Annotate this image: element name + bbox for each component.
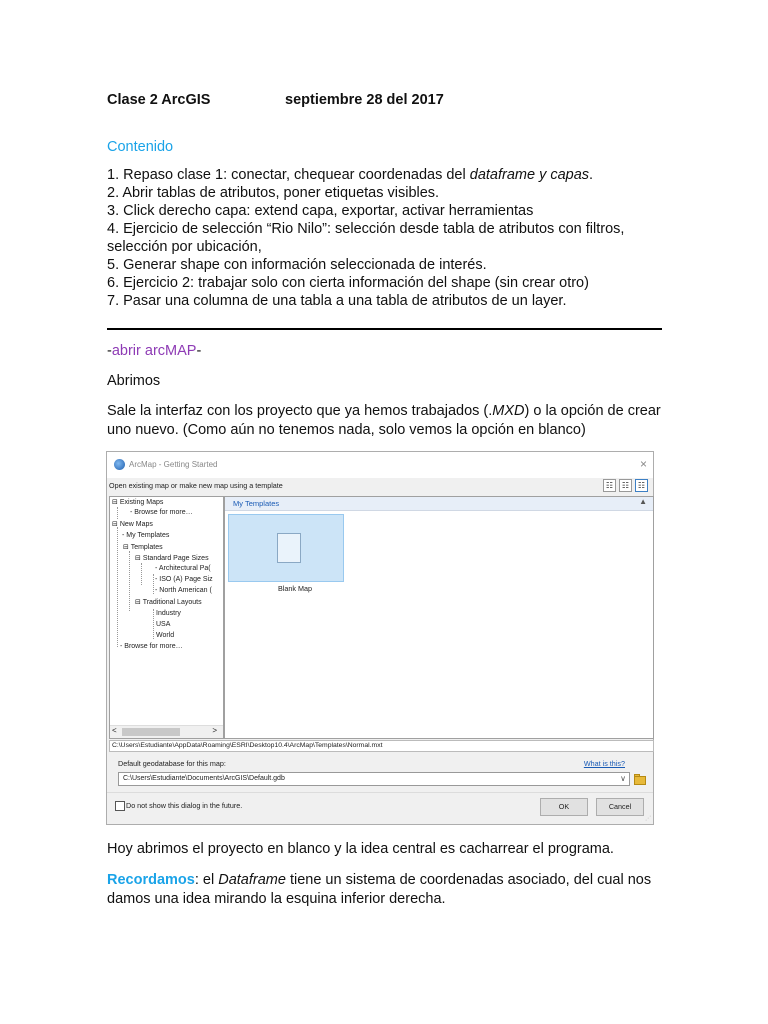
tree-item-world[interactable]: [156, 632, 174, 639]
paragraph-text: tiene un sistema de coordenadas asociado, del cual nos damos una idea mirando la esquina inferior derecha.: [107, 872, 652, 907]
tree-label: North American (: [159, 587, 212, 594]
template-path: C:\Users\Estudiante\AppData\Roaming\ESRI\Desktop10.4\ArcMap\Templates\Normal.mxt: [109, 740, 654, 752]
paragraph-emphasis: MXD: [492, 403, 525, 419]
dialog-title: ArcMap - Getting Started: [129, 460, 218, 469]
list-item: 6. Ejercicio 2: trabajar solo con cierta información del shape (sin crear otro): [107, 275, 589, 291]
tree-label: New Maps: [119, 521, 153, 528]
tree-label: Templates: [130, 544, 163, 551]
list-item: 3. Click derecho capa: extend capa, exportar, activar herramientas: [107, 203, 534, 219]
tree-label: Standard Page Sizes: [142, 555, 209, 562]
scrollbar-thumb[interactable]: [122, 728, 180, 736]
tree-item-templates[interactable]: ⊟ Templates: [123, 544, 163, 551]
list-item: [107, 166, 667, 184]
paragraph-hoy: Hoy abrimos el proyecto en blanco y la idea central es cacharrear el programa.: [107, 841, 614, 857]
list-item: selección por ubicación,: [107, 239, 262, 255]
list-item: 5. Generar shape con información seleccionada de interés.: [107, 257, 487, 273]
contenido-list: [107, 166, 667, 310]
dialog-separator: [107, 792, 653, 793]
tree-item-architectural[interactable]: - Architectural Pa(: [155, 565, 211, 572]
resize-grip-icon[interactable]: ⋰: [645, 816, 651, 822]
tree-item-usa[interactable]: [156, 621, 170, 628]
content-header-label: My Templates: [233, 499, 280, 508]
open-folder-icon[interactable]: [633, 772, 647, 786]
ok-button[interactable]: OK: [540, 798, 588, 816]
list-item-emphasis: dataframe y capas: [469, 167, 590, 183]
horizontal-rule: [107, 328, 662, 330]
content-header[interactable]: [225, 497, 653, 511]
close-icon[interactable]: ×: [639, 457, 647, 471]
section-link[interactable]: abrir arcMAP: [111, 343, 197, 359]
document-icon: [277, 533, 301, 563]
title-date: septiembre 28 del 2017: [285, 92, 444, 108]
document-title: [107, 92, 444, 108]
tree-item-browse-more[interactable]: - Browse for more…: [120, 643, 183, 650]
tree-item-my-templates[interactable]: - My Templates: [122, 532, 170, 539]
section-prefix: -: [107, 343, 112, 359]
blank-map-label: Blank Map: [278, 584, 312, 593]
template-tree: [109, 496, 224, 739]
tree-label: USA: [156, 621, 171, 628]
tree-horizontal-scrollbar[interactable]: [110, 725, 223, 738]
scroll-right-icon[interactable]: >: [212, 726, 217, 735]
what-is-this-link[interactable]: What is this?: [583, 759, 625, 768]
tree-item-north-american[interactable]: - North American (: [155, 587, 212, 594]
list-item: 2. Abrir tablas de atributos, poner etiquetas visibles.: [107, 185, 440, 201]
do-not-show-label: Do not show this dialog in the future.: [126, 801, 243, 810]
scroll-left-icon[interactable]: <: [112, 726, 117, 735]
blank-map-tile[interactable]: [228, 514, 344, 582]
paragraph-emphasis: Dataframe: [218, 872, 286, 888]
list-item: 4. Ejercicio de selección “Rio Nilo”: selección desde tabla de atributos con filtros,: [107, 221, 625, 237]
contenido-heading: Contenido: [107, 139, 174, 155]
paragraph-recordamos: [107, 871, 667, 909]
tree-item-existing-maps[interactable]: ⊟ Existing Maps: [112, 499, 164, 506]
arcmap-getting-started-dialog: [106, 451, 654, 825]
list-item: 7. Pasar una columna de una tabla a una tabla de atributos de un layer.: [107, 293, 567, 309]
paragraph-abrimos: Abrimos: [107, 373, 161, 389]
tree-label: Browse for more…: [124, 643, 183, 650]
paragraph-text: ) o la opción de crear uno nuevo. (Como aún no tenemos nada, solo vemos la opción en blanco): [107, 403, 661, 438]
tree-label: ISO (A) Page Siz: [159, 576, 213, 583]
thumbnail-view-icon[interactable]: ☷: [635, 479, 648, 492]
gdb-path-value: C:\Users\Estudiante\Documents\ArcGIS\Default.gdb: [123, 775, 285, 782]
tree-label: World: [156, 632, 175, 639]
keyword-recordamos: Recordamos: [107, 872, 195, 888]
arcmap-globe-icon: [114, 459, 125, 470]
tree-label: Traditional Layouts: [142, 599, 202, 606]
tree-item-standard-page-sizes[interactable]: ⊟ Standard Page Sizes: [135, 555, 209, 562]
gdb-label: Default geodatabase for this map:: [118, 759, 226, 768]
collapse-caret-icon[interactable]: ▲: [639, 497, 647, 506]
tree-item-new-maps[interactable]: ⊟ New Maps: [112, 521, 153, 528]
tree-item-browse-more[interactable]: - Browse for more…: [130, 509, 193, 516]
dialog-titlebar: [107, 452, 653, 478]
do-not-show-checkbox[interactable]: [115, 801, 125, 811]
title-text: Clase 2 ArcGIS: [107, 92, 211, 108]
cancel-button[interactable]: Cancel: [596, 798, 644, 816]
tree-label: Existing Maps: [119, 499, 164, 506]
gdb-path-input[interactable]: [118, 772, 630, 786]
tree-item-iso[interactable]: - ISO (A) Page Siz: [155, 576, 213, 583]
list-item-text: 1. Repaso clase 1: conectar, chequear coordenadas del: [107, 167, 470, 183]
list-view-icon[interactable]: ☷: [603, 479, 616, 492]
details-view-icon[interactable]: ☷: [619, 479, 632, 492]
list-item-text: .: [589, 167, 594, 183]
template-content-pane: [224, 496, 654, 739]
paragraph-text: Sale la interfaz con los proyecto que ya hemos trabajados (.: [107, 403, 493, 419]
dialog-subheader: Open existing map or make new map using a template: [109, 481, 283, 490]
view-buttons: [603, 479, 649, 493]
tree-label: Architectural Pa(: [158, 565, 211, 572]
section-suffix: -: [196, 343, 202, 359]
tree-label: Industry: [156, 610, 181, 617]
paragraph-interfaz: [107, 402, 667, 440]
paragraph-text: : el: [194, 872, 219, 888]
tree-label: Browse for more…: [134, 509, 193, 516]
tree-item-traditional-layouts[interactable]: ⊟ Traditional Layouts: [135, 599, 202, 606]
section-heading: [107, 343, 201, 359]
tree-label: My Templates: [126, 532, 170, 539]
chevron-down-icon[interactable]: ∨: [620, 774, 626, 783]
tree-item-industry[interactable]: [156, 610, 181, 617]
